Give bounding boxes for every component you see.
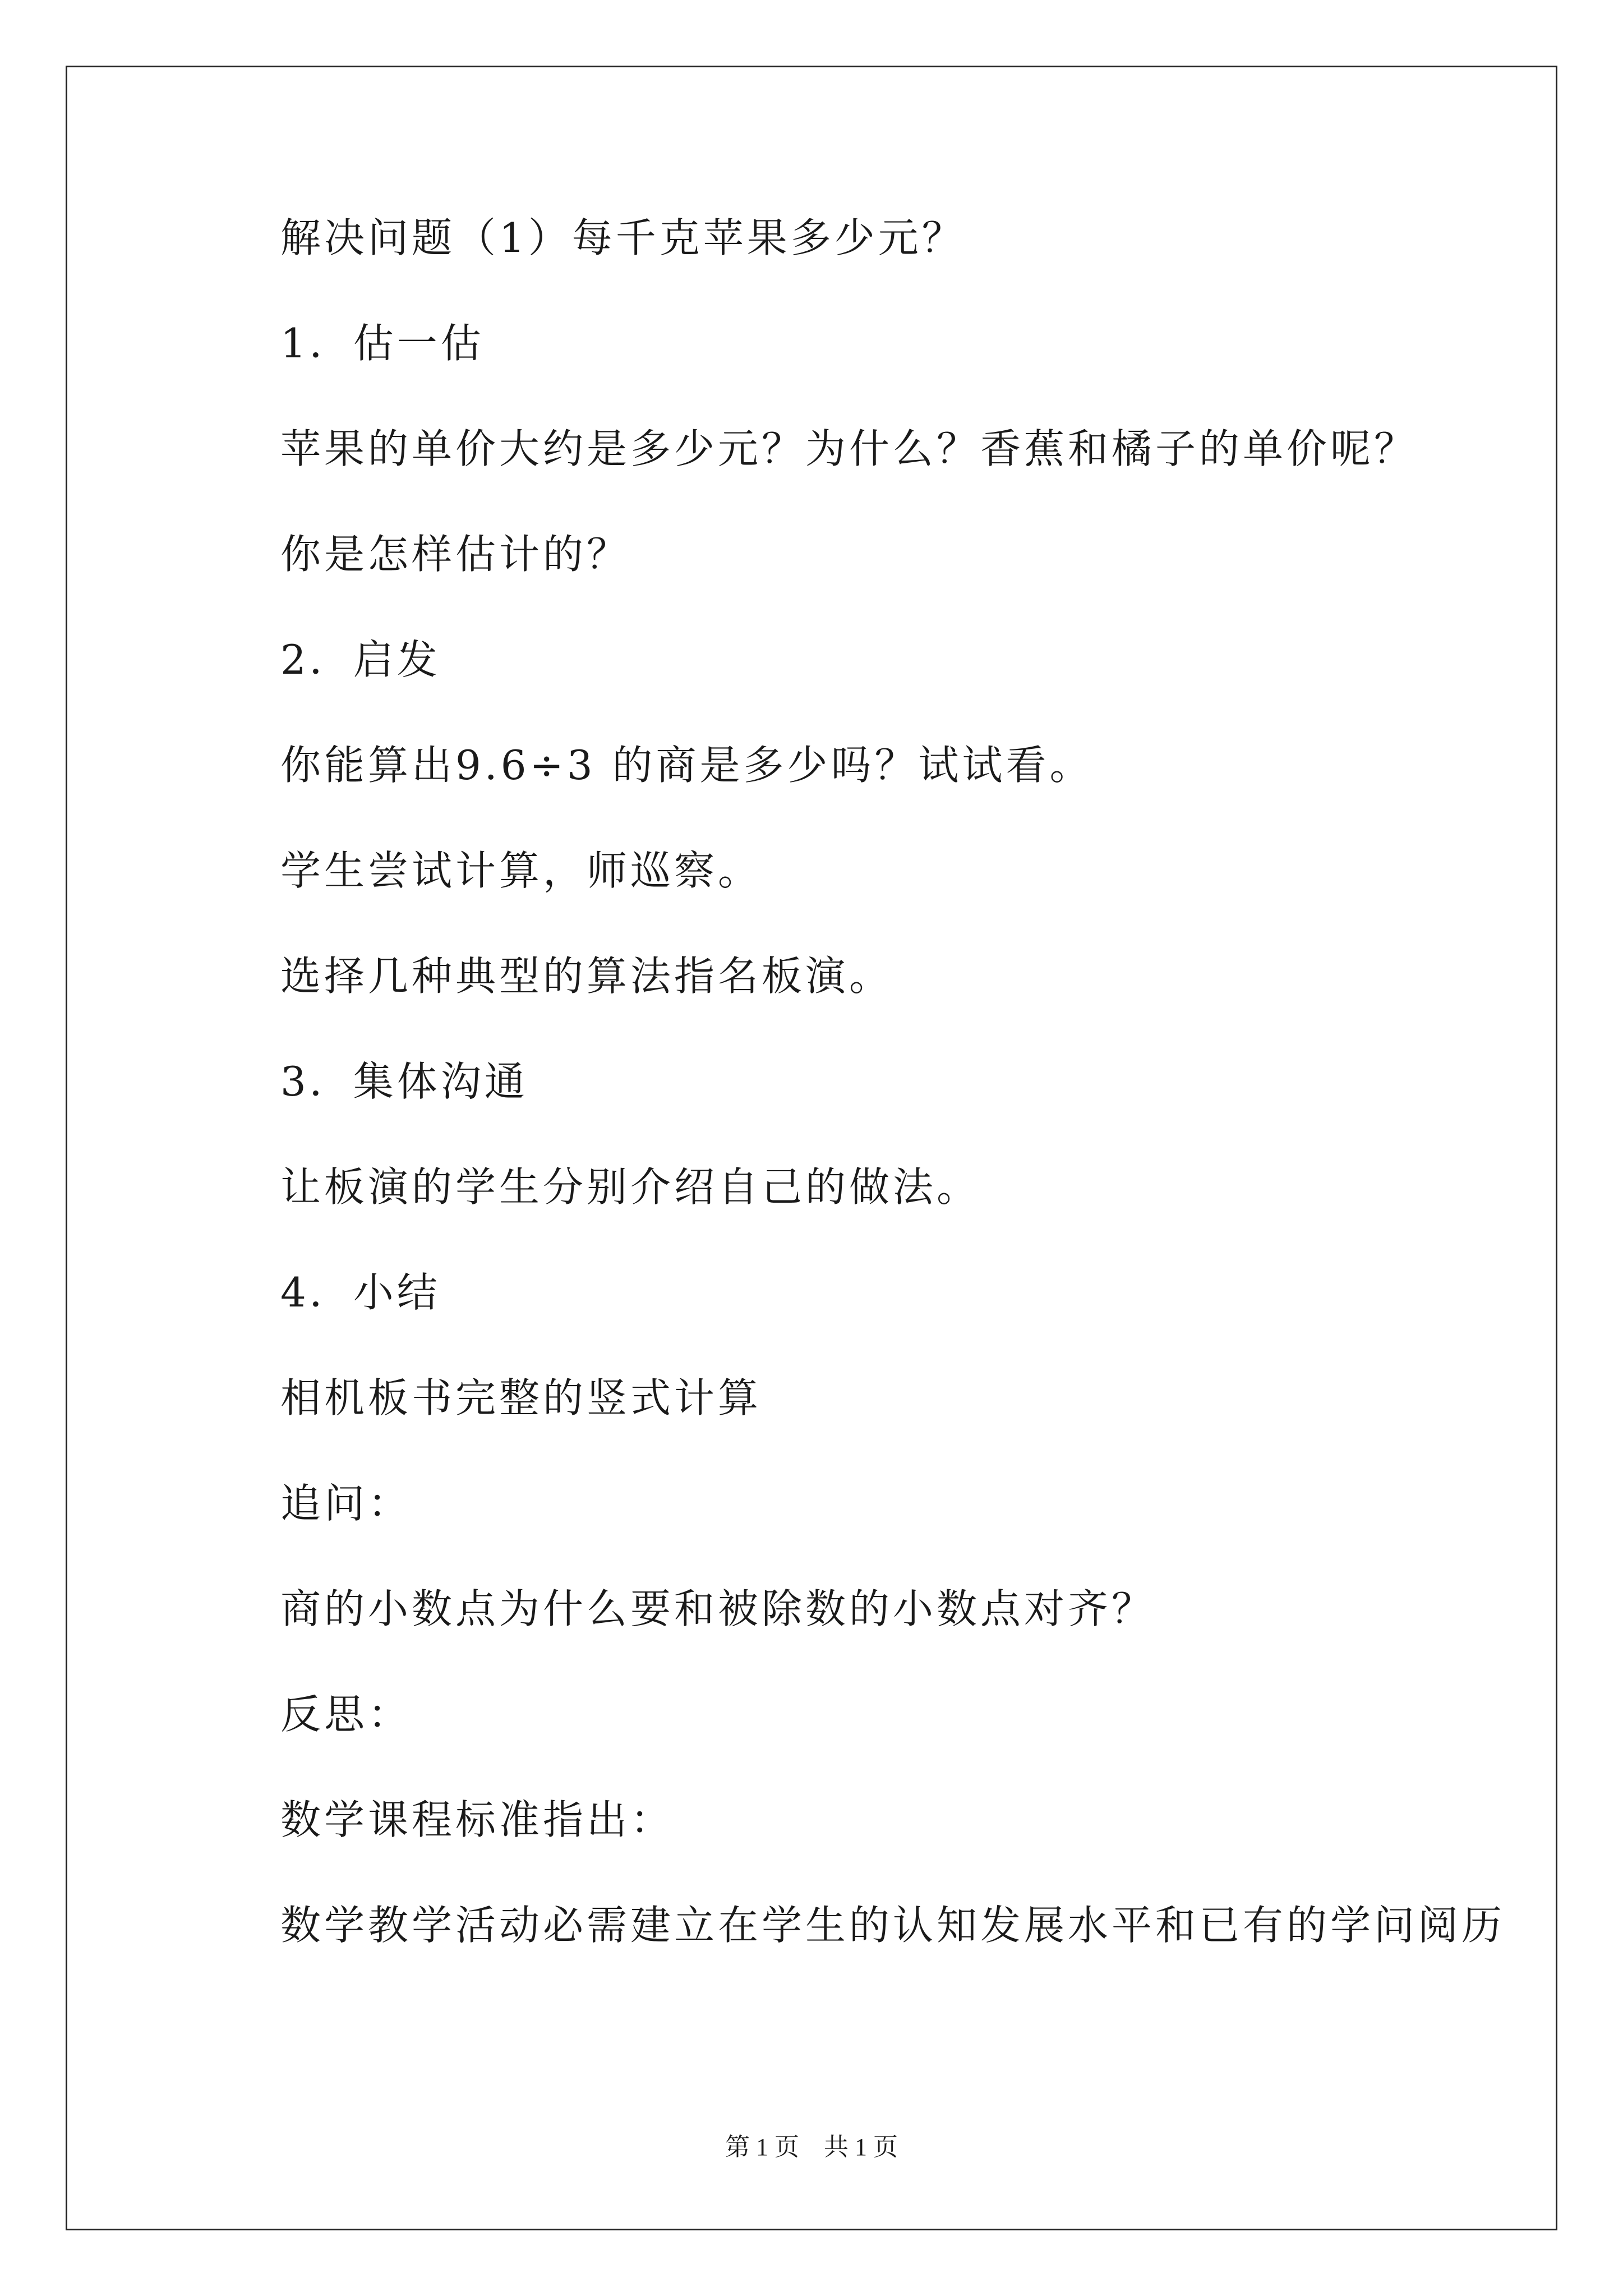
paragraph: 反思：: [280, 1691, 412, 1738]
section-heading-inspire: 2．启发: [280, 636, 441, 683]
section-heading-communicate: 3．集体沟通: [280, 1058, 528, 1105]
paragraph: 让板演的学生分别介绍自己的做法。: [280, 1163, 981, 1211]
paragraph: 你能算出9.6÷3 的商是多少吗？试试看。: [280, 742, 1094, 789]
section-heading-summary: 4．小结: [280, 1269, 441, 1316]
paragraph: 数学课程标准指出：: [280, 1796, 675, 1843]
document-body: [280, 213, 1506, 2006]
doc-title: 解决问题（1）每千克苹果多少元？: [280, 214, 966, 261]
paragraph: 相机板书完整的竖式计算: [280, 1374, 762, 1421]
paragraph: 你是怎样估计的？: [280, 531, 631, 578]
paragraph: 选择几种典型的算法指名板演。: [280, 953, 893, 1000]
paragraph: 追问：: [280, 1480, 412, 1527]
paragraph: 商的小数点为什么要和被除数的小数点对齐？: [280, 1585, 1156, 1632]
page-number-footer: 第 1 页 共 1 页: [725, 2133, 898, 2161]
paragraph: 学生尝试计算，师巡察。: [280, 847, 762, 894]
section-heading-estimate: 1．估一估: [280, 320, 485, 367]
paragraph: 苹果的单价大约是多少元？为什么？香蕉和橘子的单价呢？: [280, 425, 1418, 472]
paragraph: 数学教学活动必需建立在学生的认知发展水平和已有的学问阅历: [280, 1902, 1506, 1949]
